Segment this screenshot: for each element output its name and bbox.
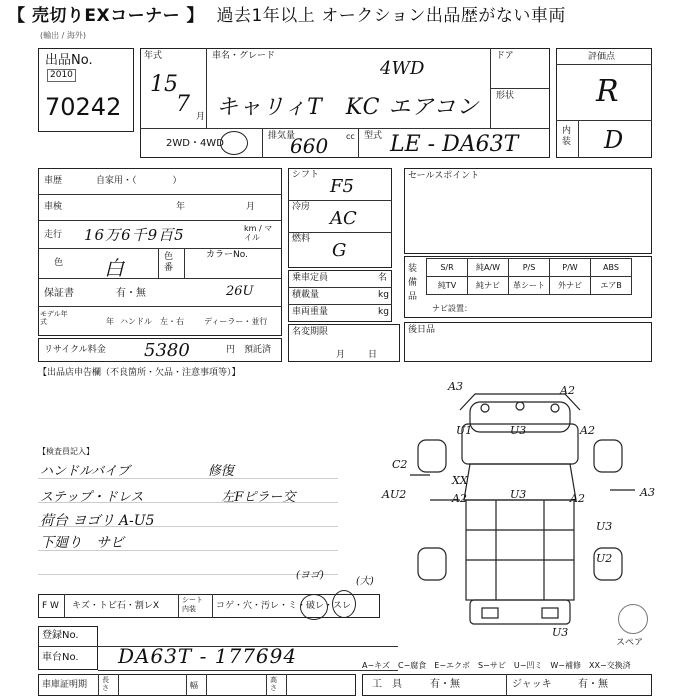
fw-options: キズ・トビ石・割レX [72, 601, 159, 611]
damage-mark: A3 [640, 486, 655, 499]
dealer-label: ディーラー・並行 [204, 317, 268, 326]
history-label: 車歴 [44, 176, 63, 186]
banner-title: 過去1年以上 オークション出品歴がない車両 [216, 6, 566, 26]
tools-box [362, 674, 652, 696]
sales-point-label: セールスポイント [408, 171, 480, 181]
month-unit: 月 [196, 112, 206, 122]
period-day: 日 [368, 350, 378, 360]
warranty-label: 保証書 [44, 288, 74, 299]
name-label: 車名・グレード [212, 51, 276, 61]
displacement-value: 660 [290, 134, 329, 158]
shift-label: シフト [292, 170, 320, 180]
mileage-label: 走行 [44, 230, 63, 240]
equipment-table [426, 258, 632, 295]
interior-score: D [604, 126, 624, 154]
damage-mark: U3 [510, 424, 527, 437]
height-label: 高さ [270, 676, 277, 692]
recycle-value: 5380 [144, 340, 190, 361]
weight-label: 車両重量 [292, 307, 329, 317]
damage-mark: A2 [580, 424, 595, 437]
inspector-line: 荷台 ヨゴリ A-U5 [40, 513, 155, 529]
capacity-unit: 名 [378, 273, 388, 283]
damage-mark: U1 [456, 424, 473, 437]
lot-label: 出品No. [45, 53, 93, 68]
seat-note: (大) [356, 576, 374, 587]
jack-label: ジャッキ [512, 679, 552, 690]
recycle-label: リサイクル料金 [44, 345, 106, 355]
color-value: 白 [104, 256, 124, 280]
page-banner [8, 4, 692, 28]
circle-mark [332, 590, 356, 618]
vehicle-name: キャリィT KC エアコン [216, 95, 480, 120]
recycle-unit: 円 預託済 [226, 345, 272, 355]
month-value: 7 [176, 92, 190, 117]
equipment-cell: 純TV [427, 277, 468, 295]
vehicle-diagram [400, 380, 690, 640]
tools-value: 有・無 [430, 679, 460, 690]
interior-label: 内装 [562, 126, 572, 147]
tools-label: 工 具 [372, 679, 402, 690]
period-label: 名変期限 [292, 327, 329, 337]
evaluation-label: 評価点 [588, 52, 616, 62]
weight-unit: kg [378, 307, 389, 317]
damage-mark: A2 [560, 384, 575, 397]
length-label: 長さ [102, 676, 109, 692]
equipment-cell: ABS [591, 259, 632, 277]
drive-label: 2WD・4WD [166, 138, 224, 149]
damage-mark: XX [452, 474, 468, 487]
damage-mark: A2 [570, 492, 585, 505]
spare-label: スペア [616, 638, 644, 648]
equipment-cell: 外ナビ [550, 277, 591, 295]
drive-4wd-circle [220, 131, 248, 155]
equipment-row [427, 259, 632, 277]
model-year-unit: 年 [106, 317, 114, 326]
drive-note: 4WD [380, 58, 425, 79]
damage-mark: U2 [596, 552, 613, 565]
evaluation-score: R [596, 74, 619, 109]
model-year-label: モデル年式 [40, 310, 68, 326]
lot-box [38, 48, 134, 132]
inspector-label: 【検査員記入】 [38, 447, 94, 456]
notes-header: 【出品店申告欄（不良箇所・欠品・注意事項等）】 [38, 368, 241, 378]
warranty-value: 有・無 [116, 288, 146, 299]
equipment-label: 装備品 [408, 264, 418, 302]
year-value: 15 [150, 72, 178, 97]
year-label: 年式 [144, 51, 163, 61]
equipment-row [427, 277, 632, 295]
width-label: 幅 [190, 681, 198, 690]
damage-legend: A−キズ C−腐食 E−エクボ S−サビ U−凹ミ W−補修 XX−交換済 [362, 661, 631, 670]
handle-label: ハンドル 左・右 [120, 317, 184, 326]
color-no-value: 26U [226, 284, 254, 299]
door-label: ドア [496, 51, 514, 61]
damage-mark: C2 [392, 458, 408, 471]
inspection-label: 車検 [44, 202, 63, 212]
equipment-cell: P/S [509, 259, 550, 277]
history-value: 自家用・（ ） [96, 176, 182, 186]
ac-label: 冷房 [292, 202, 311, 212]
fw-label: F W [42, 601, 59, 611]
cert-label: 車庫証明期 [42, 680, 88, 690]
model-label: 型式 [364, 131, 383, 141]
seat-note: (ヨゴ) [296, 570, 324, 581]
load-label: 積載量 [292, 290, 320, 300]
inspector-line: 下廻り サビ [40, 535, 124, 551]
damage-mark: U3 [552, 626, 569, 639]
equipment-cell: 純A/W [468, 259, 509, 277]
inspector-line: ステップ・ドレス 左Fピラー交 [40, 490, 296, 505]
top-note: (輸出 / 海外) [40, 31, 87, 40]
aftermarket-label: 後日品 [408, 325, 436, 335]
damage-mark: A3 [448, 380, 463, 393]
capacity-label: 乗車定員 [292, 273, 329, 283]
fuel-value: G [332, 240, 347, 261]
model-value: LE - DA63T [390, 132, 519, 157]
damage-mark: U3 [510, 488, 527, 501]
corner-label: 【 売切りEXコーナー 】 [8, 6, 205, 26]
displacement-unit: cc [346, 132, 355, 141]
equipment-cell: S/R [427, 259, 468, 277]
color-no-title: カラーNo. [206, 250, 248, 260]
mileage-value: 16万6千9百5 [84, 226, 185, 244]
mileage-unit: km / マイル [244, 224, 273, 242]
lot-number: 70242 [45, 93, 122, 121]
reg-label: 登録No. [42, 630, 79, 641]
inspector-line: ハンドルバイブ 修復 [40, 464, 234, 479]
equipment-cell: エアB [591, 277, 632, 295]
load-unit: kg [378, 290, 389, 300]
seat-options: コゲ・穴・汚レ・ミ・破レ・スレ [216, 601, 352, 611]
period-month: 月 [336, 350, 346, 360]
fuel-label: 燃料 [292, 234, 311, 244]
equipment-cell: P/W [550, 259, 591, 277]
chassis-value: DA63T - 177694 [118, 644, 298, 668]
navi-label: ナビ設置： [432, 304, 472, 313]
shape-label: 形状 [496, 91, 515, 101]
shift-value: F5 [330, 176, 354, 197]
ac-value: AC [330, 208, 357, 229]
color-no-label: 色番 [164, 252, 174, 273]
equipment-cell: 純ナビ [468, 277, 509, 295]
aftermarket-box [404, 322, 652, 362]
lot-year-tag: 2010 [47, 69, 76, 82]
spare-tire-icon [618, 604, 648, 634]
damage-mark: AU2 [382, 488, 407, 501]
seat-label: シート内装 [182, 596, 203, 613]
jack-value: 有・無 [578, 679, 608, 690]
inspection-year: 年 [176, 202, 186, 212]
circle-mark [300, 594, 328, 620]
chassis-label: 車台No. [42, 652, 79, 663]
color-label: 色 [54, 258, 64, 268]
damage-mark: A2 [452, 492, 467, 505]
displacement-label: 排気量 [268, 131, 296, 141]
equipment-cell: 革シート [509, 277, 550, 295]
damage-mark: U3 [596, 520, 613, 533]
inspection-month: 月 [246, 202, 256, 212]
